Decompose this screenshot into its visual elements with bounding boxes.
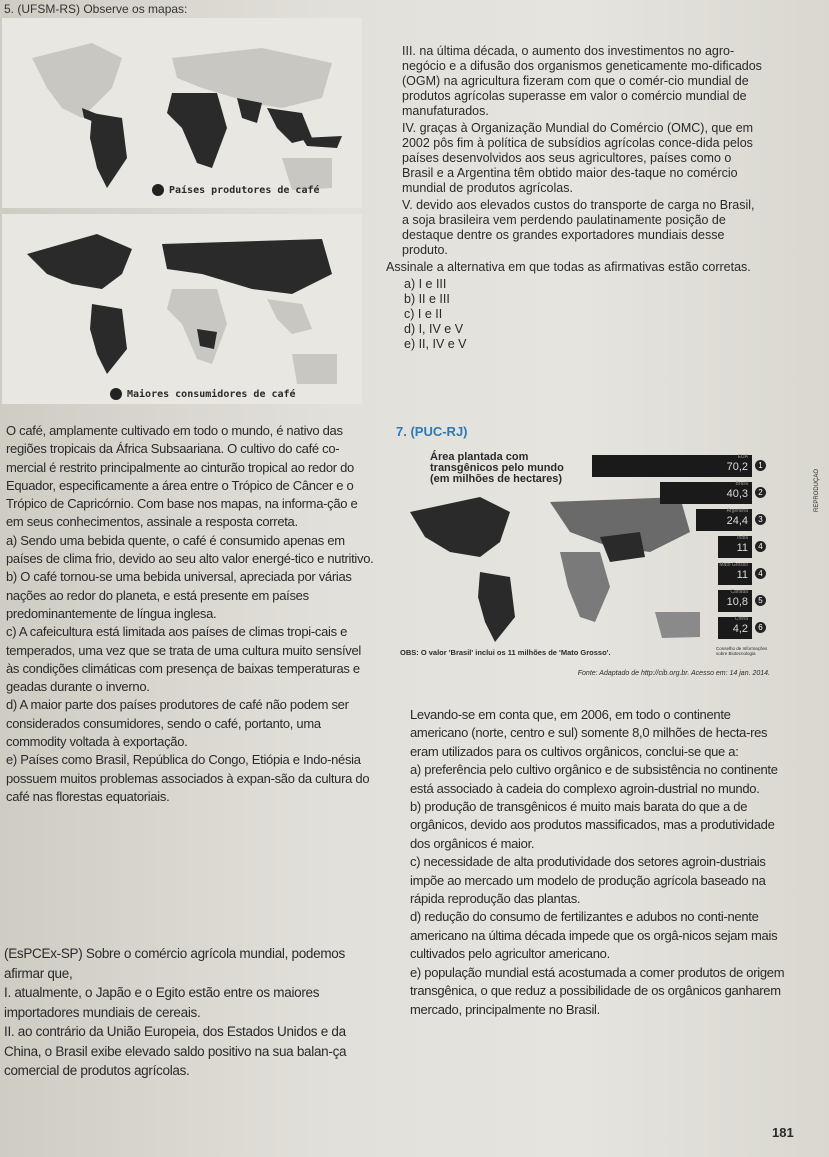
bar-china <box>718 617 752 639</box>
bar-mato-grosso <box>718 563 752 585</box>
prompt: Assinale a alternativa em que todas as afirmativas estão corretas. <box>386 260 751 274</box>
bar-value: 11 <box>736 542 748 554</box>
transgenic-area-chart <box>400 452 770 690</box>
bar-argentina <box>696 509 752 531</box>
q6-statement-I: I. atualmente, o Japão e o Egito estão entre os maiores importadores mundiais de cereais. <box>4 985 320 1020</box>
q7-option-e[interactable]: e) população mundial está acostumada a comer produtos de origem transgênica, o que reduz a possibilidade de os orgânicos ganharem mercado, principalmente no Brasil. <box>410 964 785 1017</box>
q5-option-a[interactable]: a) Sendo uma bebida quente, o café é consumido apenas em países de clima frio, devido ao seu alto valor energé-tico e nutritivo. <box>6 532 374 567</box>
q7-stem: Levando-se em conta que, em 2006, em todo o continente americano (norte, centro e sul) somente 8,0 milhões de hecta-res eram utilizados para os cultivos orgânicos, conclui-se que a: <box>410 707 768 759</box>
bar-label: China <box>734 616 748 622</box>
q5-option-c[interactable]: c) A cafeicultura está limitada aos países de climas tropi-cais e temperados, uma vez que se trata de uma cultura muito sensível às condições climáticas com presença de baixas temperaturas e geadas durante o inverno. <box>6 624 361 695</box>
question-5-header: 5. (UFSM-RS) Observe os mapas: <box>4 2 188 16</box>
rank-badge: 2 <box>755 487 766 498</box>
option-e[interactable]: e) II, IV e V <box>404 337 467 351</box>
bar-label: Brasil <box>735 481 748 487</box>
question-4-continuation <box>386 44 762 352</box>
map-coffee-consumers <box>2 214 362 404</box>
arrow-icon <box>152 184 164 196</box>
question-5-body <box>6 422 374 806</box>
question-7-body <box>410 706 790 1019</box>
world-map-consumers <box>2 214 362 404</box>
world-map-producers <box>2 18 362 208</box>
q5-option-d[interactable]: d) A maior parte dos países produtores de café não podem ser considerados consumidores, sendo o café, portanto, uma commodity voltada à exportação. <box>6 697 349 750</box>
q5-option-b[interactable]: b) O café tornou-se uma bebida universal, apreciada por várias nações ao redor do planeta, e está presente em países predominantemente de língua inglesa. <box>6 569 352 621</box>
q6-stem: (EsPCEx-SP) Sobre o comércio agrícola mundial, podemos afirmar que, <box>4 946 345 981</box>
rank-badge: 4 <box>755 541 766 552</box>
rank-badge: 6 <box>755 622 766 633</box>
q6-statement-II: II. ao contrário da União Europeia, dos Estados Unidos e da China, o Brasil exibe elevado saldo positivo na sua balan-ça comercial de produtos agrícolas. <box>4 1024 347 1078</box>
bar-label: Canadá <box>730 589 748 595</box>
bar-brasil <box>660 482 752 504</box>
bar-value: 70,2 <box>726 461 748 473</box>
rank-badge: 3 <box>755 514 766 525</box>
option-b[interactable]: b) II e III <box>404 292 450 306</box>
map2-caption: Maiores consumidores de café <box>110 388 296 400</box>
q5-stem: O café, amplamente cultivado em todo o mundo, é nativo das regiões tropicais da África Subsaariana. O cultivo do café co-mercial é restrito principalmente ao cinturão tropical ao redor do Equador, especificamente a área entre o Trópico de Câncer e o Trópico de Capricórnio. Com base nos mapas, na informa-ção e em seus conhecimentos, assinale a resposta correta. <box>6 423 358 530</box>
statement-IV: IV. graças à Organização Mundial do Comércio (OMC), que em 2002 pôs fim à política de subsídios agrícolas conce-dida pelos países desenvolvidos aos seus agricultores, países como o Brasil e a Argentina têm obtido maior des-taque no comércio mundial de produtos agrícolas. <box>402 121 754 195</box>
bar-label: Mato Grosso <box>719 562 748 568</box>
q7-option-b[interactable]: b) produção de transgênicos é muito mais barata do que a de orgânicos, devido aos produtos massificados, mas a produtividade dos orgânicos é maior. <box>410 799 775 851</box>
question-6 <box>4 944 374 1081</box>
bar-value: 10,8 <box>726 596 748 608</box>
statement-III: III. na última década, o aumento dos investimentos no agro-negócio e a difusão dos organismos geneticamente mo-dificados (OGM) na agricultura fizeram com que o comér-cio mundial de produtos agrícolas superasse em valor o comércio mundial de manufaturados. <box>402 44 762 118</box>
bar-índia <box>718 536 752 558</box>
chart-obs: OBS: O valor 'Brasil' inclui os 11 milhões de 'Mato Grosso'. <box>400 648 611 657</box>
options-list <box>404 277 762 352</box>
bar-value: 4,2 <box>732 623 748 635</box>
bar-eua <box>592 455 752 477</box>
q7-option-a[interactable]: a) preferência pelo cultivo orgânico e de subsistência no continente está associado à cadeia do complexo agroin-dustrial no mundo. <box>410 762 778 796</box>
bar-value: 11 <box>736 569 748 581</box>
bar-value: 24,4 <box>726 515 748 527</box>
rank-badge: 5 <box>755 595 766 606</box>
map-coffee-producers <box>2 18 362 208</box>
question-7-label: 7. (PUC-RJ) <box>396 424 468 439</box>
cib-logo-text: Conselho de Informações sobre Biotecnologia <box>716 646 768 656</box>
bar-label: Argentina <box>726 508 748 514</box>
bar-label: EUA <box>737 454 748 460</box>
option-d[interactable]: d) I, IV e V <box>404 322 464 336</box>
chart-source: Fonte: Adaptado de http://cib.org.br. Acesso em: 14 jan. 2014. <box>577 670 770 677</box>
option-a[interactable]: a) I e III <box>404 277 447 291</box>
statement-V: V. devido aos elevados custos do transporte de carga no Brasil, a soja brasileira vem perdendo paulatinamente posição de destaque dentre os grandes exportadores mundiais desse produto. <box>402 198 755 257</box>
bar-canadá <box>718 590 752 612</box>
q7-option-d[interactable]: d) redução do consumo de fertilizantes e adubos no conti-nente americano na última década impede que os orgâ-nicos sejam mais cultivados pelo agricultor americano. <box>410 909 778 962</box>
option-c[interactable]: c) I e II <box>404 307 443 321</box>
bar-value: 40,3 <box>726 488 748 500</box>
map1-caption: Países produtores de café <box>152 184 320 196</box>
arrow-icon <box>110 388 122 400</box>
rank-badge: 4 <box>755 568 766 579</box>
chart-title: Área plantada com transgênicos pelo mundo (em milhões de hectares) <box>430 451 564 485</box>
q7-option-c[interactable]: c) necessidade de alta produtividade dos setores agroin-dustriais impõe ao mercado um modelo de produção agrícola baseado na rápida reprodução das plantas. <box>410 854 766 907</box>
rank-badge: 1 <box>755 460 766 471</box>
q5-option-e[interactable]: e) Países como Brasil, República do Congo, Etiópia e Indo-nésia possuem muitos problemas associados à expan-são da cultura do café nas florestas equatoriais. <box>6 752 370 804</box>
side-label: REPRODUÇÃO <box>814 468 820 512</box>
bar-label: Índia <box>737 535 748 541</box>
page-number: 181 <box>772 1125 794 1140</box>
